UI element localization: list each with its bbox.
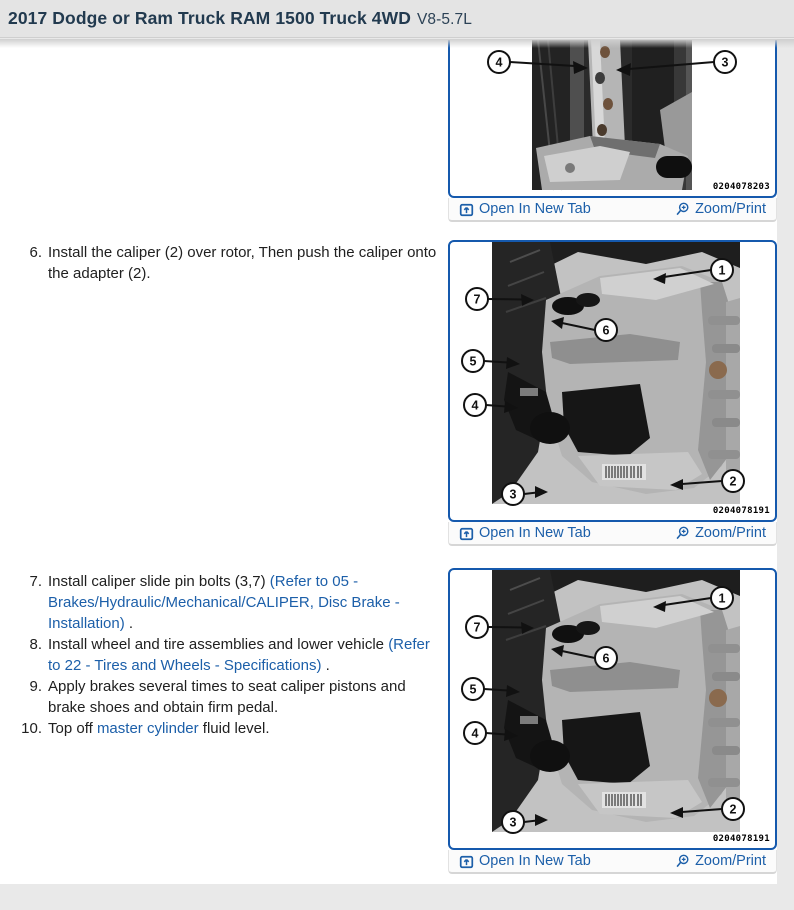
refer-caliper-installation-link[interactable]: (Refer to 05 - Brakes/Hydraulic/Mechanical/CALIPER, Disc Brake - Installation): [48, 573, 400, 632]
figure-toolbar: [448, 198, 777, 222]
svg-text:4: 4: [495, 55, 503, 70]
zoom-print-link[interactable]: Zoom/Print: [675, 853, 766, 869]
vehicle-header: [0, 0, 794, 38]
open-in-new-tab-icon: [459, 854, 474, 869]
svg-text:4: 4: [471, 398, 479, 413]
master-cylinder-link[interactable]: master cylinder: [96, 720, 199, 737]
callout-2: [722, 470, 744, 492]
image-panel-caliper-1: [448, 240, 777, 546]
figure-frame: [448, 240, 777, 522]
figure-frame: [448, 40, 777, 198]
step-text: Install caliper slide pin bolts (3,7) (Refer to 05 - Brakes/Hydraulic/Mechanical/CALIPER, Disc Brake - Installation) .: [48, 573, 400, 632]
instruction-step: [8, 634, 444, 676]
callout-1: [711, 259, 733, 281]
step-text: Apply brakes several times to seat caliper pistons and brake shoes and obtain firm pedal.: [48, 678, 406, 716]
instruction-list-step6: [8, 242, 444, 284]
figure-toolbar: [448, 522, 777, 546]
callout-6: [595, 647, 617, 669]
step-number: 8.: [29, 636, 42, 653]
step-text: Install wheel and tire assemblies and lower vehicle (Refer to 22 - Tires and Wheels - Specifications) .: [48, 636, 430, 674]
open-in-new-tab-link[interactable]: Open In New Tab: [459, 201, 591, 217]
svg-text:5: 5: [469, 682, 477, 697]
instruction-list-steps7-10: [8, 571, 444, 739]
magnifier-plus-icon: [675, 202, 690, 217]
callout-4: [488, 51, 510, 73]
callout-4: [464, 722, 486, 744]
callout-1: [711, 587, 733, 609]
open-in-new-tab-icon: [459, 202, 474, 217]
svg-text:2: 2: [729, 802, 737, 817]
step-number: 10.: [21, 720, 42, 737]
svg-text:6: 6: [602, 651, 610, 666]
figure-toolbar: [448, 850, 777, 874]
header-shadow: [0, 39, 794, 48]
svg-text:6: 6: [602, 323, 610, 338]
svg-text:2: 2: [729, 474, 737, 489]
instruction-step: [8, 718, 444, 739]
step-number: 6.: [29, 244, 42, 261]
callout-7: [466, 616, 488, 638]
step-text: Top off master cylinder fluid level.: [48, 720, 270, 737]
callout-5: [462, 678, 484, 700]
callout-3: [502, 483, 524, 505]
instruction-step: [8, 242, 444, 284]
step-number: 9.: [29, 678, 42, 695]
callout-3: [714, 51, 736, 73]
figure-frame: [448, 568, 777, 850]
open-in-new-tab-icon: [459, 526, 474, 541]
callout-4: [464, 394, 486, 416]
step-text: Install the caliper (2) over rotor, Then push the caliper onto the adapter (2).: [48, 244, 437, 282]
page-title: [8, 8, 472, 29]
magnifier-plus-icon: [675, 526, 690, 541]
callout-2: [722, 798, 744, 820]
svg-text:3: 3: [509, 815, 517, 830]
open-in-new-tab-link[interactable]: Open In New Tab: [459, 853, 591, 869]
figure-id: 0204078191: [712, 506, 770, 516]
svg-text:3: 3: [509, 487, 517, 502]
callout-5: [462, 350, 484, 372]
zoom-print-link[interactable]: Zoom/Print: [675, 201, 766, 217]
brake-rotor-figure: [450, 40, 775, 196]
svg-text:3: 3: [721, 55, 729, 70]
svg-text:7: 7: [473, 620, 481, 635]
figure-id: 0204078203: [712, 182, 770, 192]
brake-caliper-figure: [450, 242, 775, 520]
svg-text:4: 4: [471, 726, 479, 741]
image-panel-caliper-2: [448, 568, 777, 874]
brake-caliper-figure: [450, 570, 775, 848]
vehicle-title: 2017 Dodge or Ram Truck RAM 1500 Truck 4WD: [8, 8, 411, 28]
callout-7: [466, 288, 488, 310]
step-number: 7.: [29, 573, 42, 590]
engine-spec: V8-5.7L: [416, 11, 472, 28]
instruction-step: [8, 676, 444, 718]
zoom-print-link[interactable]: Zoom/Print: [675, 525, 766, 541]
refer-tires-wheels-link[interactable]: (Refer to 22 - Tires and Wheels - Specifications): [48, 636, 430, 674]
callout-6: [595, 319, 617, 341]
image-panel-rotor: [448, 40, 777, 222]
svg-text:7: 7: [473, 292, 481, 307]
open-in-new-tab-link[interactable]: Open In New Tab: [459, 525, 591, 541]
callout-3: [502, 811, 524, 833]
svg-text:1: 1: [718, 263, 726, 278]
svg-text:5: 5: [469, 354, 477, 369]
instruction-step: [8, 571, 444, 634]
magnifier-plus-icon: [675, 854, 690, 869]
svg-text:1: 1: [718, 591, 726, 606]
figure-id: 0204078191: [712, 834, 770, 844]
